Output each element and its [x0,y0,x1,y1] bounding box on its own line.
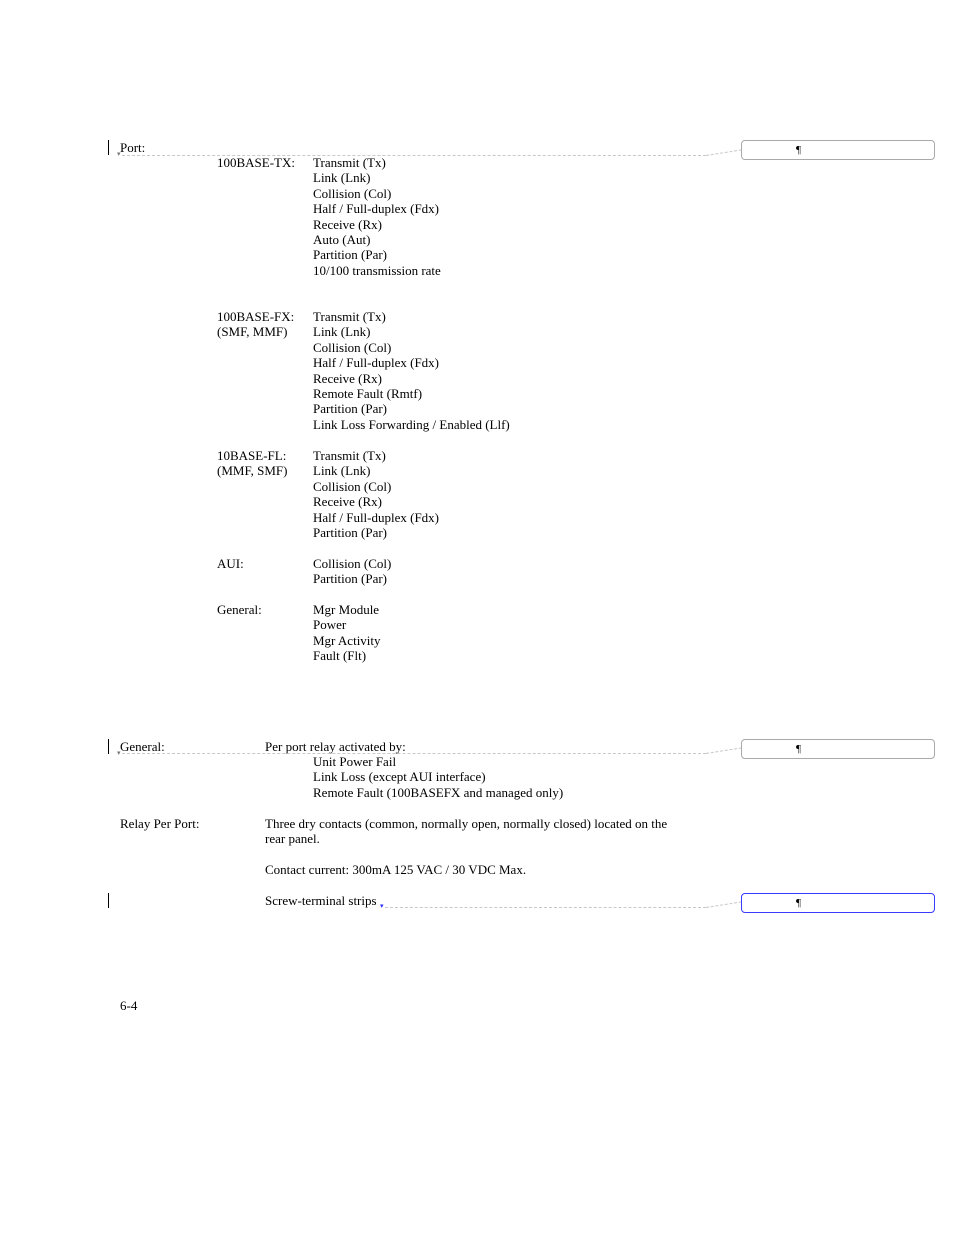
port-group-items [313,155,441,278]
port-group-items [313,556,391,587]
contact-current-text: Contact current: 300mA 125 VAC / 30 VDC Max. [265,862,527,877]
page-number: 6-4 [120,998,138,1013]
relay-per-port-description [265,816,667,847]
list-item: Half / Full-duplex (Fdx) [313,201,440,217]
comment-leader-line [706,149,742,156]
group-label-line: (SMF, MMF) [217,324,288,340]
list-item: 10/100 transmission rate [313,262,441,278]
comment-leader-line [385,907,706,908]
list-item: Remote Fault (Rmtf) [313,385,423,401]
list-item: Collision (Col) [313,478,392,494]
list-item: Link Loss Forwarding / Enabled (Llf) [313,416,510,432]
port-group-label [217,556,244,571]
port-group-label [217,155,295,170]
comment-anchor-icon: ▾ [380,902,384,910]
paragraph-line: rear panel. [265,831,320,847]
list-item: Fault (Flt) [313,648,367,664]
comment-leader-line [706,747,742,754]
comment-anchor-icon: ▾ [117,150,121,158]
list-item: Collision (Col) [313,185,392,201]
list-item: Transmit (Tx) [313,155,386,170]
group-label-line: 100BASE-FX: [217,309,295,324]
group-label-line: (MMF, SMF) [217,463,288,479]
list-item: Mgr Module [313,602,380,617]
port-group-items [313,602,381,664]
list-item: Transmit (Tx) [313,309,386,324]
pilcrow-icon: ¶ [796,743,801,755]
relay-general-heading: Per port relay activated by: [265,739,406,754]
list-item: Collision (Col) [313,556,392,571]
list-item: Partition (Par) [313,571,388,587]
port-group-items [313,448,439,540]
list-item: Receive (Rx) [313,494,382,510]
terminal-text: Screw-terminal strips [265,893,377,908]
group-label-line: 100BASE-TX: [217,155,295,170]
relay-general-label: General: [120,739,165,754]
change-bar [108,140,109,155]
port-group-items [313,309,510,432]
pilcrow-icon: ¶ [796,897,801,909]
list-item: Half / Full-duplex (Fdx) [313,355,440,371]
list-item: Half / Full-duplex (Fdx) [313,509,440,525]
list-item: Power [313,617,347,633]
list-item: Partition (Par) [313,524,388,540]
relay-per-port-label: Relay Per Port: [120,816,200,831]
list-item: Link (Lnk) [313,324,371,340]
list-item: Partition (Par) [313,247,388,263]
list-item: Remote Fault (100BASEFX and managed only) [313,784,564,800]
comment-leader-line [706,901,742,908]
relay-trigger-list [313,754,563,800]
list-item: Partition (Par) [313,401,388,417]
list-item: Receive (Rx) [313,370,382,386]
list-item: Link (Lnk) [313,170,371,186]
port-label: Port: [120,140,146,155]
list-item: Auto (Aut) [313,231,371,247]
change-bar [108,893,109,908]
comment-balloon[interactable] [741,893,935,913]
comment-balloon[interactable] [741,739,935,759]
list-item: Receive (Rx) [313,216,382,232]
paragraph-line: Three dry contacts (common, normally open, normally closed) located on the [265,816,668,831]
change-bar [108,739,109,754]
comment-anchor-icon: ▾ [117,749,121,757]
list-item: Transmit (Tx) [313,448,386,463]
comment-balloon[interactable] [741,140,935,160]
list-item: Unit Power Fail [313,754,397,769]
list-item: Collision (Col) [313,339,392,355]
group-label-line: General: [217,602,262,617]
list-item: Link Loss (except AUI interface) [313,769,486,785]
port-group-label [217,309,294,340]
list-item: Mgr Activity [313,632,381,648]
group-label-line: AUI: [217,556,244,571]
list-item: Link (Lnk) [313,463,371,479]
port-group-label [217,602,262,617]
group-label-line: 10BASE-FL: [217,448,287,463]
port-group-label [217,448,287,479]
pilcrow-icon: ¶ [796,144,801,156]
